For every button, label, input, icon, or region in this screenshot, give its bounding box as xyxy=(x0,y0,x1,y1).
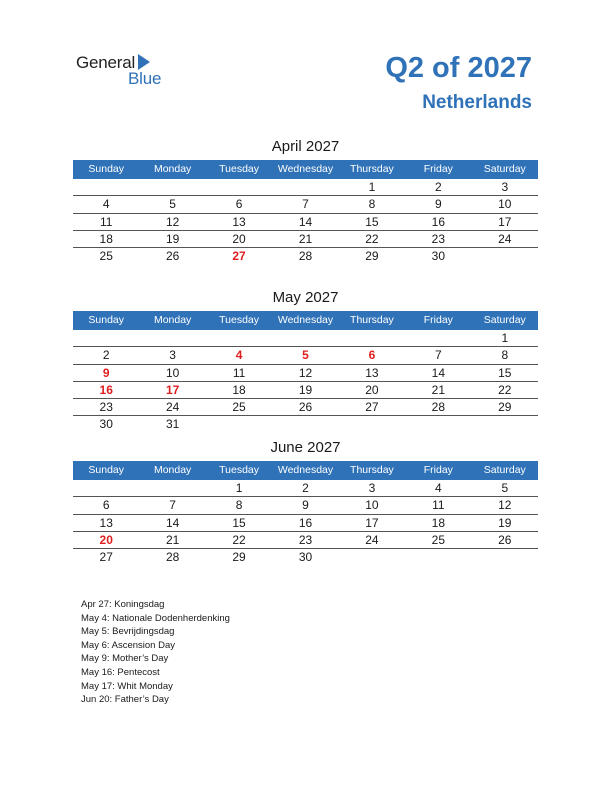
day-cell xyxy=(139,179,205,196)
page-title: Q2 of 2027 xyxy=(385,52,532,84)
day-cell: 15 xyxy=(498,365,512,380)
day-cell: 1 xyxy=(368,180,376,194)
day-cell: 3 xyxy=(368,481,376,495)
day-cell: 26 xyxy=(498,532,512,547)
day-cell: 7 xyxy=(302,197,309,212)
weekday-header xyxy=(73,160,538,179)
weekday-label: Saturday xyxy=(483,314,526,326)
week-row xyxy=(73,248,538,265)
day-cell: 9 xyxy=(302,498,309,513)
holiday-note: Jun 20: Father’s Day xyxy=(81,694,169,706)
day-cell: 5 xyxy=(169,197,176,212)
day-cell: 29 xyxy=(498,400,512,415)
weekday-label: Wednesday xyxy=(277,163,334,175)
week-row xyxy=(73,196,538,213)
day-cell xyxy=(73,330,139,347)
day-cell: 6 xyxy=(235,197,243,212)
day-cell xyxy=(405,549,471,566)
day-cell: 30 xyxy=(99,417,113,432)
day-cell: 6 xyxy=(368,348,376,363)
weekday-label: Wednesday xyxy=(277,464,334,476)
day-cell: 11 xyxy=(232,365,246,380)
day-cell: 23 xyxy=(431,231,446,246)
logo-flag-icon xyxy=(138,54,150,70)
month-title: June 2027 xyxy=(270,439,341,456)
day-cell xyxy=(339,416,405,433)
week-row xyxy=(73,214,538,231)
day-cell: 22 xyxy=(365,231,379,246)
day-cell: 25 xyxy=(431,532,446,547)
holiday-note: May 4: Nationale Dodenherdenking xyxy=(81,612,230,624)
day-cell xyxy=(73,179,139,196)
day-cell: 28 xyxy=(431,400,446,415)
day-cell: 26 xyxy=(165,249,180,264)
day-cell xyxy=(139,330,205,347)
day-cell: 4 xyxy=(102,197,110,212)
day-cell xyxy=(73,480,139,497)
holiday-note: May 9: Mother’s Day xyxy=(81,653,169,665)
day-cell xyxy=(272,330,338,347)
day-cell xyxy=(139,480,205,497)
weekday-label: Monday xyxy=(153,314,192,326)
day-cell: 2 xyxy=(302,481,309,495)
day-cell: 27 xyxy=(365,400,379,415)
day-cell: 17 xyxy=(165,382,180,397)
day-cell xyxy=(405,416,471,433)
day-cell: 7 xyxy=(169,498,176,513)
week-row xyxy=(73,330,538,347)
month-calendar-june xyxy=(73,439,538,566)
day-cell: 10 xyxy=(165,365,180,380)
weekday-label: Tuesday xyxy=(219,314,259,326)
logo-text-blue: Blue xyxy=(128,69,162,88)
country-name: Netherlands xyxy=(422,92,532,113)
holiday-note: May 5: Bevrijdingsdag xyxy=(81,626,175,638)
weekday-label: Monday xyxy=(153,464,192,476)
day-cell: 13 xyxy=(232,214,246,229)
day-cell: 8 xyxy=(235,498,243,513)
week-row xyxy=(73,382,538,399)
day-cell: 16 xyxy=(298,515,313,530)
day-cell: 10 xyxy=(365,498,379,513)
week-row xyxy=(73,497,538,514)
day-cell: 2 xyxy=(102,348,110,363)
holiday-list xyxy=(81,598,230,707)
day-cell: 4 xyxy=(435,481,442,495)
day-cell: 31 xyxy=(165,417,180,432)
day-cell: 12 xyxy=(298,365,313,380)
day-cell: 21 xyxy=(431,382,446,397)
day-cell: 4 xyxy=(235,348,243,363)
week-row xyxy=(73,480,538,497)
week-row xyxy=(73,365,538,382)
day-cell xyxy=(206,330,272,347)
day-cell: 18 xyxy=(99,231,113,246)
month-calendar-may xyxy=(73,289,538,434)
day-cell: 15 xyxy=(365,214,379,229)
weekday-label: Tuesday xyxy=(219,163,259,175)
day-cell: 5 xyxy=(302,348,309,363)
logo-text-general: General xyxy=(76,53,136,72)
weekday-label: Thursday xyxy=(350,163,394,175)
day-cell: 30 xyxy=(431,249,446,264)
holiday-note: May 6: Ascension Day xyxy=(81,639,175,651)
day-cell: 23 xyxy=(99,400,113,415)
day-cell: 19 xyxy=(298,382,313,397)
weekday-label: Saturday xyxy=(483,464,526,476)
day-cell: 14 xyxy=(165,515,180,530)
day-cell: 20 xyxy=(99,532,113,547)
day-cell xyxy=(206,179,272,196)
day-cell: 21 xyxy=(298,231,313,246)
day-cell: 13 xyxy=(99,515,113,530)
day-cell: 22 xyxy=(232,532,246,547)
brand-logo xyxy=(76,52,176,88)
day-cell xyxy=(472,248,538,265)
week-row xyxy=(73,179,538,196)
day-cell: 1 xyxy=(235,481,243,495)
day-cell: 16 xyxy=(431,214,446,229)
week-row xyxy=(73,549,538,566)
day-cell: 25 xyxy=(232,400,246,415)
day-cell: 21 xyxy=(165,532,180,547)
weekday-label: Thursday xyxy=(350,464,394,476)
day-cell: 15 xyxy=(232,515,246,530)
day-cell: 16 xyxy=(99,382,113,397)
day-cell: 8 xyxy=(368,197,376,212)
day-cell: 2 xyxy=(435,180,442,194)
day-cell xyxy=(472,549,538,566)
day-cell: 18 xyxy=(232,382,246,397)
holiday-note: Apr 27: Koningsdag xyxy=(81,599,165,610)
month-calendar-april xyxy=(73,138,538,265)
day-cell: 28 xyxy=(298,249,313,264)
day-cell xyxy=(206,416,272,433)
day-cell: 30 xyxy=(298,550,313,565)
day-cell: 19 xyxy=(165,231,180,246)
day-cell xyxy=(339,330,405,347)
weekday-label: Sunday xyxy=(88,163,125,175)
day-cell: 24 xyxy=(365,532,379,547)
day-cell: 17 xyxy=(498,214,512,229)
day-cell: 1 xyxy=(501,331,509,345)
day-cell: 22 xyxy=(498,382,512,397)
week-row xyxy=(73,231,538,248)
day-cell xyxy=(472,416,538,433)
day-cell: 13 xyxy=(365,365,379,380)
day-cell xyxy=(405,330,471,347)
day-cell: 3 xyxy=(169,348,176,363)
day-cell: 25 xyxy=(99,249,113,264)
weekday-label: Friday xyxy=(423,163,453,175)
day-cell: 11 xyxy=(99,214,113,229)
day-cell: 3 xyxy=(501,180,509,194)
weekday-label: Thursday xyxy=(350,314,394,326)
month-title: May 2027 xyxy=(272,289,339,306)
day-cell: 11 xyxy=(432,498,445,513)
day-cell: 24 xyxy=(165,400,180,415)
day-cell: 6 xyxy=(102,498,110,513)
day-cell: 26 xyxy=(298,400,313,415)
day-cell: 17 xyxy=(365,515,379,530)
week-row xyxy=(73,399,538,416)
month-title: April 2027 xyxy=(271,138,340,155)
day-cell xyxy=(339,549,405,566)
day-cell: 14 xyxy=(431,365,446,380)
holiday-note: May 16: Pentecost xyxy=(81,666,160,678)
day-cell: 27 xyxy=(99,550,113,565)
day-cell: 24 xyxy=(498,231,512,246)
day-cell: 27 xyxy=(232,249,246,264)
day-cell: 5 xyxy=(501,481,509,495)
day-cell: 9 xyxy=(102,365,110,380)
day-cell: 20 xyxy=(365,382,379,397)
weekday-label: Wednesday xyxy=(277,314,334,326)
weekday-label: Saturday xyxy=(483,163,526,175)
day-cell: 29 xyxy=(365,249,379,264)
weekday-header xyxy=(73,311,538,330)
day-cell: 12 xyxy=(165,214,180,229)
week-row xyxy=(73,416,538,433)
holiday-note: May 17: Whit Monday xyxy=(81,680,173,692)
weekday-header xyxy=(73,461,538,480)
weekday-label: Tuesday xyxy=(219,464,259,476)
weekday-label: Sunday xyxy=(88,314,125,326)
day-cell: 29 xyxy=(232,550,246,565)
day-cell: 18 xyxy=(431,515,446,530)
day-cell xyxy=(272,416,338,433)
weekday-label: Sunday xyxy=(88,464,125,476)
day-cell: 12 xyxy=(498,498,512,513)
week-row xyxy=(73,532,538,549)
day-cell: 8 xyxy=(501,348,509,363)
week-row xyxy=(73,347,538,364)
day-cell: 20 xyxy=(232,231,246,246)
day-cell: 23 xyxy=(298,532,313,547)
day-cell xyxy=(272,179,338,196)
weekday-label: Friday xyxy=(423,464,453,476)
day-cell: 14 xyxy=(298,214,313,229)
day-cell: 10 xyxy=(498,197,512,212)
day-cell: 9 xyxy=(435,197,442,212)
weekday-label: Friday xyxy=(423,314,453,326)
day-cell: 28 xyxy=(165,550,180,565)
day-cell: 19 xyxy=(498,515,512,530)
week-row xyxy=(73,515,538,532)
day-cell: 7 xyxy=(435,348,442,363)
weekday-label: Monday xyxy=(153,163,192,175)
